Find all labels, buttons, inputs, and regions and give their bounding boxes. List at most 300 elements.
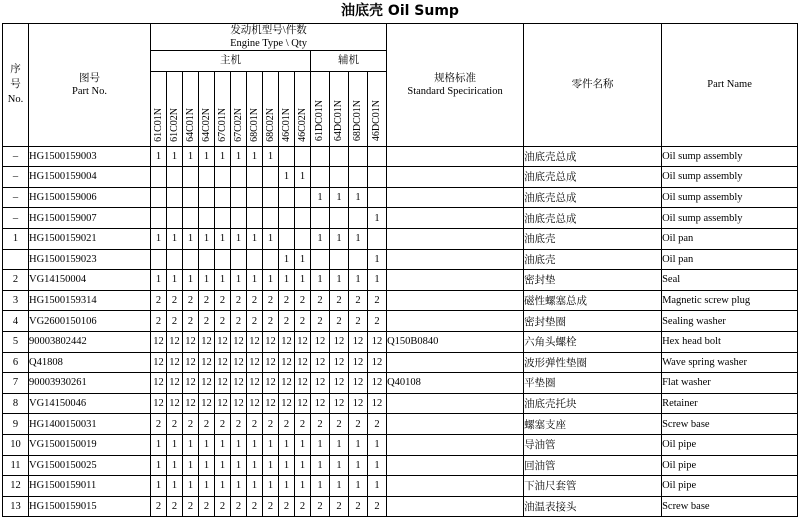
qty-cell: 1 <box>295 249 311 270</box>
qty-cell: 2 <box>279 290 295 311</box>
table-row <box>3 331 798 352</box>
part-name-en: Sealing washer <box>662 311 798 332</box>
qty-cell: 12 <box>295 352 311 373</box>
row-number: – <box>3 146 29 167</box>
standard-spec <box>387 146 524 167</box>
qty-cell: 1 <box>199 476 215 497</box>
model-header-label: 68DC01N <box>352 100 363 142</box>
part-number: HG1500159007 <box>29 208 151 229</box>
qty-cell: 2 <box>167 311 183 332</box>
seq-header <box>3 24 29 147</box>
qty-cell: 12 <box>183 352 199 373</box>
qty-cell: 1 <box>349 270 368 291</box>
qty-cell: 12 <box>231 352 247 373</box>
qty-cell <box>349 167 368 188</box>
qty-cell: 2 <box>247 290 263 311</box>
qty-cell <box>183 187 199 208</box>
qty-cell: 1 <box>295 270 311 291</box>
table-row <box>3 414 798 435</box>
name-cn-header: 零件名称 <box>524 24 662 147</box>
table-row <box>3 476 798 497</box>
qty-cell: 1 <box>151 434 167 455</box>
qty-cell: 1 <box>183 455 199 476</box>
qty-cell: 12 <box>263 393 279 414</box>
qty-cell: 2 <box>368 414 387 435</box>
part-name-en: Magnetic screw plug <box>662 290 798 311</box>
qty-cell: 12 <box>215 373 231 394</box>
model-header <box>295 71 311 146</box>
qty-cell: 1 <box>215 146 231 167</box>
qty-cell: 2 <box>247 414 263 435</box>
qty-cell: 1 <box>247 476 263 497</box>
qty-cell: 2 <box>368 496 387 517</box>
qty-cell <box>295 146 311 167</box>
qty-cell: 12 <box>199 373 215 394</box>
qty-cell: 1 <box>167 270 183 291</box>
part-name-en: Screw base <box>662 414 798 435</box>
qty-cell: 12 <box>215 352 231 373</box>
qty-cell <box>311 249 330 270</box>
qty-cell <box>215 249 231 270</box>
qty-cell: 1 <box>183 434 199 455</box>
qty-cell <box>167 187 183 208</box>
standard-spec <box>387 270 524 291</box>
qty-cell: 1 <box>215 455 231 476</box>
part-number: Q41808 <box>29 352 151 373</box>
qty-cell: 2 <box>279 496 295 517</box>
qty-cell: 1 <box>330 228 349 249</box>
qty-cell: 2 <box>215 496 231 517</box>
qty-cell: 12 <box>330 393 349 414</box>
qty-cell <box>368 167 387 188</box>
row-number: 1 <box>3 228 29 249</box>
qty-cell: 2 <box>295 311 311 332</box>
qty-cell: 2 <box>215 311 231 332</box>
qty-cell: 2 <box>368 290 387 311</box>
qty-cell: 2 <box>349 290 368 311</box>
part-name-cn: 油底壳 <box>524 249 662 270</box>
qty-cell: 1 <box>311 434 330 455</box>
qty-cell: 2 <box>330 290 349 311</box>
qty-cell: 1 <box>199 228 215 249</box>
qty-cell: 2 <box>167 414 183 435</box>
qty-cell: 12 <box>279 373 295 394</box>
standard-spec <box>387 476 524 497</box>
qty-cell: 1 <box>330 434 349 455</box>
qty-cell: 1 <box>368 270 387 291</box>
part-name-cn: 波形弹性垫圈 <box>524 352 662 373</box>
qty-cell: 1 <box>199 146 215 167</box>
model-header <box>231 71 247 146</box>
part-name-cn: 油底壳总成 <box>524 167 662 188</box>
part-name-cn: 密封垫 <box>524 270 662 291</box>
qty-cell: 1 <box>263 434 279 455</box>
qty-cell: 2 <box>263 414 279 435</box>
qty-cell: 12 <box>330 352 349 373</box>
model-header-label: 46C02N <box>296 107 308 142</box>
standard-spec <box>387 187 524 208</box>
qty-cell: 2 <box>199 311 215 332</box>
parts-table <box>2 23 798 517</box>
qty-cell: 2 <box>279 311 295 332</box>
qty-cell: 12 <box>167 331 183 352</box>
standard-spec: Q150B0840 <box>387 331 524 352</box>
qty-cell <box>247 249 263 270</box>
qty-cell: 1 <box>349 187 368 208</box>
qty-cell <box>330 249 349 270</box>
part-number: VG2600150106 <box>29 311 151 332</box>
qty-cell <box>215 167 231 188</box>
qty-cell: 1 <box>215 270 231 291</box>
model-header <box>183 71 199 146</box>
qty-cell: 1 <box>151 146 167 167</box>
model-header-label: 64C02N <box>200 107 212 142</box>
seq-header-en: No. <box>7 94 24 106</box>
qty-cell: 12 <box>215 331 231 352</box>
qty-cell <box>295 208 311 229</box>
qty-cell: 12 <box>231 331 247 352</box>
part-number: VG1500150019 <box>29 434 151 455</box>
engine-type-header-en: Engine Type \ Qty <box>230 38 307 49</box>
row-number: 13 <box>3 496 29 517</box>
table-row <box>3 352 798 373</box>
table-row <box>3 187 798 208</box>
page-title: 油底壳 Oil Sump <box>341 3 459 19</box>
standard-spec <box>387 414 524 435</box>
qty-cell <box>349 146 368 167</box>
model-header-label: 61DC01N <box>314 100 325 142</box>
part-number: 90003930261 <box>29 373 151 394</box>
qty-cell: 1 <box>263 476 279 497</box>
qty-cell: 2 <box>151 414 167 435</box>
qty-cell: 1 <box>311 228 330 249</box>
part-name-cn: 油底壳总成 <box>524 187 662 208</box>
model-header <box>247 71 263 146</box>
part-name-cn: 油温表接头 <box>524 496 662 517</box>
standard-spec <box>387 455 524 476</box>
qty-cell: 2 <box>231 311 247 332</box>
qty-cell <box>295 187 311 208</box>
part-number: HG1500159023 <box>29 249 151 270</box>
part-no-header-en: Part No. <box>72 85 107 97</box>
row-number: 6 <box>3 352 29 373</box>
qty-cell: 12 <box>295 331 311 352</box>
qty-cell: 12 <box>183 331 199 352</box>
part-number: HG1500159004 <box>29 167 151 188</box>
qty-cell <box>183 249 199 270</box>
model-header <box>311 71 330 146</box>
part-name-en: Oil sump assembly <box>662 187 798 208</box>
table-row <box>3 167 798 188</box>
qty-cell: 12 <box>279 393 295 414</box>
qty-cell: 2 <box>311 496 330 517</box>
part-name-en: Oil pan <box>662 249 798 270</box>
table-row <box>3 434 798 455</box>
part-name-en: Oil sump assembly <box>662 208 798 229</box>
row-number: 8 <box>3 393 29 414</box>
qty-cell: 1 <box>311 187 330 208</box>
row-number: 4 <box>3 311 29 332</box>
qty-cell <box>199 208 215 229</box>
qty-cell: 1 <box>167 434 183 455</box>
part-name-en: Flat washer <box>662 373 798 394</box>
qty-cell: 2 <box>295 496 311 517</box>
model-header-label: 61C02N <box>168 107 180 142</box>
table-row <box>3 496 798 517</box>
qty-cell: 1 <box>247 146 263 167</box>
standard-spec: Q40108 <box>387 373 524 394</box>
qty-cell: 2 <box>279 414 295 435</box>
qty-cell: 2 <box>263 290 279 311</box>
model-header-label: 68C02N <box>264 107 276 142</box>
qty-cell: 2 <box>349 496 368 517</box>
qty-cell: 1 <box>151 228 167 249</box>
seq-header-cn1: 序 <box>10 64 21 76</box>
qty-cell <box>368 228 387 249</box>
qty-cell: 1 <box>295 167 311 188</box>
qty-cell: 12 <box>151 373 167 394</box>
qty-cell: 1 <box>263 270 279 291</box>
qty-cell <box>279 228 295 249</box>
standard-spec <box>387 352 524 373</box>
qty-cell <box>295 228 311 249</box>
part-name-en: Wave spring washer <box>662 352 798 373</box>
qty-cell: 12 <box>311 331 330 352</box>
table-row <box>3 290 798 311</box>
model-header <box>349 71 368 146</box>
qty-cell: 12 <box>263 352 279 373</box>
qty-cell <box>167 208 183 229</box>
qty-cell: 1 <box>183 228 199 249</box>
qty-cell: 1 <box>263 146 279 167</box>
model-header <box>215 71 231 146</box>
qty-cell <box>199 187 215 208</box>
qty-cell <box>199 167 215 188</box>
qty-cell: 2 <box>215 414 231 435</box>
row-number: – <box>3 167 29 188</box>
row-number: 7 <box>3 373 29 394</box>
qty-cell <box>263 167 279 188</box>
qty-cell: 2 <box>311 290 330 311</box>
model-header-label: 67C02N <box>232 107 244 142</box>
standard-header <box>387 24 524 147</box>
qty-cell: 1 <box>279 476 295 497</box>
standard-spec <box>387 496 524 517</box>
standard-header-en: Standard Specirication <box>407 85 503 97</box>
qty-cell: 12 <box>311 373 330 394</box>
part-number: HG1500159015 <box>29 496 151 517</box>
row-number: 3 <box>3 290 29 311</box>
name-en-header: Part Name <box>662 24 798 147</box>
row-number <box>3 249 29 270</box>
part-name-en: Seal <box>662 270 798 291</box>
qty-cell <box>263 249 279 270</box>
qty-cell: 12 <box>231 373 247 394</box>
qty-cell: 12 <box>263 373 279 394</box>
part-name-cn: 油底壳总成 <box>524 208 662 229</box>
qty-cell: 1 <box>349 228 368 249</box>
qty-cell: 1 <box>263 455 279 476</box>
part-name-en: Oil pipe <box>662 455 798 476</box>
qty-cell: 2 <box>215 290 231 311</box>
model-header <box>167 71 183 146</box>
qty-cell <box>368 187 387 208</box>
qty-cell: 1 <box>330 476 349 497</box>
qty-cell <box>368 146 387 167</box>
part-name-cn: 六角头螺栓 <box>524 331 662 352</box>
part-name-en: Oil pan <box>662 228 798 249</box>
qty-cell: 12 <box>368 352 387 373</box>
part-name-cn: 回油管 <box>524 455 662 476</box>
qty-cell: 1 <box>215 476 231 497</box>
qty-cell <box>311 208 330 229</box>
qty-cell: 12 <box>231 393 247 414</box>
engine-type-header-cn: 发动机型号\件数 <box>230 25 307 36</box>
qty-cell <box>349 208 368 229</box>
part-name-en: Hex head bolt <box>662 331 798 352</box>
qty-cell: 12 <box>151 393 167 414</box>
qty-cell: 1 <box>368 249 387 270</box>
part-number: HG1400150031 <box>29 414 151 435</box>
standard-spec <box>387 434 524 455</box>
part-number: HG1500159003 <box>29 146 151 167</box>
qty-cell: 1 <box>167 146 183 167</box>
model-header-label: 64DC01N <box>333 100 344 142</box>
qty-cell: 2 <box>349 414 368 435</box>
qty-cell: 1 <box>368 208 387 229</box>
qty-cell <box>247 187 263 208</box>
qty-cell: 2 <box>167 290 183 311</box>
qty-cell: 1 <box>231 476 247 497</box>
standard-spec <box>387 208 524 229</box>
qty-cell: 2 <box>199 496 215 517</box>
qty-cell <box>151 249 167 270</box>
qty-cell: 2 <box>231 414 247 435</box>
table-row <box>3 270 798 291</box>
table-row <box>3 455 798 476</box>
qty-cell: 1 <box>151 455 167 476</box>
qty-cell <box>231 187 247 208</box>
qty-cell: 1 <box>151 476 167 497</box>
qty-cell: 1 <box>279 270 295 291</box>
qty-cell <box>279 187 295 208</box>
qty-cell: 2 <box>263 311 279 332</box>
part-number: HG1500159011 <box>29 476 151 497</box>
qty-cell: 1 <box>349 455 368 476</box>
qty-cell: 1 <box>183 270 199 291</box>
qty-cell <box>311 167 330 188</box>
part-name-cn: 密封垫圈 <box>524 311 662 332</box>
qty-cell: 12 <box>295 393 311 414</box>
part-name-en: Oil pipe <box>662 476 798 497</box>
qty-cell: 2 <box>311 311 330 332</box>
qty-cell: 1 <box>215 434 231 455</box>
model-header <box>330 71 349 146</box>
seq-header-cn2: 号 <box>10 79 21 91</box>
qty-cell: 1 <box>311 476 330 497</box>
qty-cell <box>183 208 199 229</box>
qty-cell: 2 <box>151 496 167 517</box>
qty-cell: 1 <box>279 167 295 188</box>
qty-cell <box>330 167 349 188</box>
qty-cell: 1 <box>231 434 247 455</box>
part-number: VG14150046 <box>29 393 151 414</box>
qty-cell: 12 <box>247 393 263 414</box>
standard-spec <box>387 393 524 414</box>
qty-cell <box>151 167 167 188</box>
qty-cell: 1 <box>183 146 199 167</box>
qty-cell: 2 <box>199 414 215 435</box>
part-name-cn: 螺塞支座 <box>524 414 662 435</box>
qty-cell: 2 <box>183 496 199 517</box>
qty-cell: 2 <box>330 414 349 435</box>
qty-cell: 12 <box>279 331 295 352</box>
qty-cell: 12 <box>349 352 368 373</box>
model-header <box>368 71 387 146</box>
qty-cell: 2 <box>263 496 279 517</box>
qty-cell: 12 <box>295 373 311 394</box>
part-name-en: Oil sump assembly <box>662 146 798 167</box>
qty-cell: 12 <box>330 331 349 352</box>
qty-cell: 2 <box>368 311 387 332</box>
part-name-cn: 油底壳 <box>524 228 662 249</box>
qty-cell: 1 <box>199 455 215 476</box>
qty-cell: 1 <box>349 476 368 497</box>
model-header <box>151 71 167 146</box>
qty-cell <box>247 167 263 188</box>
qty-cell: 1 <box>295 455 311 476</box>
qty-cell: 1 <box>311 270 330 291</box>
part-name-cn: 磁性螺塞总成 <box>524 290 662 311</box>
qty-cell: 1 <box>295 476 311 497</box>
qty-cell: 2 <box>183 414 199 435</box>
qty-cell <box>199 249 215 270</box>
qty-cell: 2 <box>247 311 263 332</box>
qty-cell <box>167 167 183 188</box>
qty-cell <box>167 249 183 270</box>
qty-cell: 1 <box>247 270 263 291</box>
qty-cell: 12 <box>247 331 263 352</box>
qty-cell: 12 <box>183 393 199 414</box>
qty-cell: 12 <box>368 331 387 352</box>
qty-cell: 2 <box>231 290 247 311</box>
row-number: 10 <box>3 434 29 455</box>
row-number: – <box>3 208 29 229</box>
qty-cell: 1 <box>167 455 183 476</box>
qty-cell: 12 <box>349 373 368 394</box>
row-number: 5 <box>3 331 29 352</box>
row-number: 9 <box>3 414 29 435</box>
qty-cell <box>279 208 295 229</box>
qty-cell <box>183 167 199 188</box>
part-name-cn: 油底壳总成 <box>524 146 662 167</box>
model-header <box>199 71 215 146</box>
part-number: VG1500150025 <box>29 455 151 476</box>
qty-cell: 2 <box>330 311 349 332</box>
qty-cell: 12 <box>199 352 215 373</box>
qty-cell: 1 <box>231 228 247 249</box>
qty-cell <box>215 208 231 229</box>
standard-header-cn: 规格标准 <box>434 72 477 84</box>
qty-cell <box>215 187 231 208</box>
table-row <box>3 146 798 167</box>
standard-spec <box>387 290 524 311</box>
qty-cell: 1 <box>183 476 199 497</box>
qty-cell: 1 <box>247 228 263 249</box>
qty-cell: 12 <box>167 373 183 394</box>
qty-cell: 1 <box>330 187 349 208</box>
model-header-label: 67C01N <box>216 107 228 142</box>
